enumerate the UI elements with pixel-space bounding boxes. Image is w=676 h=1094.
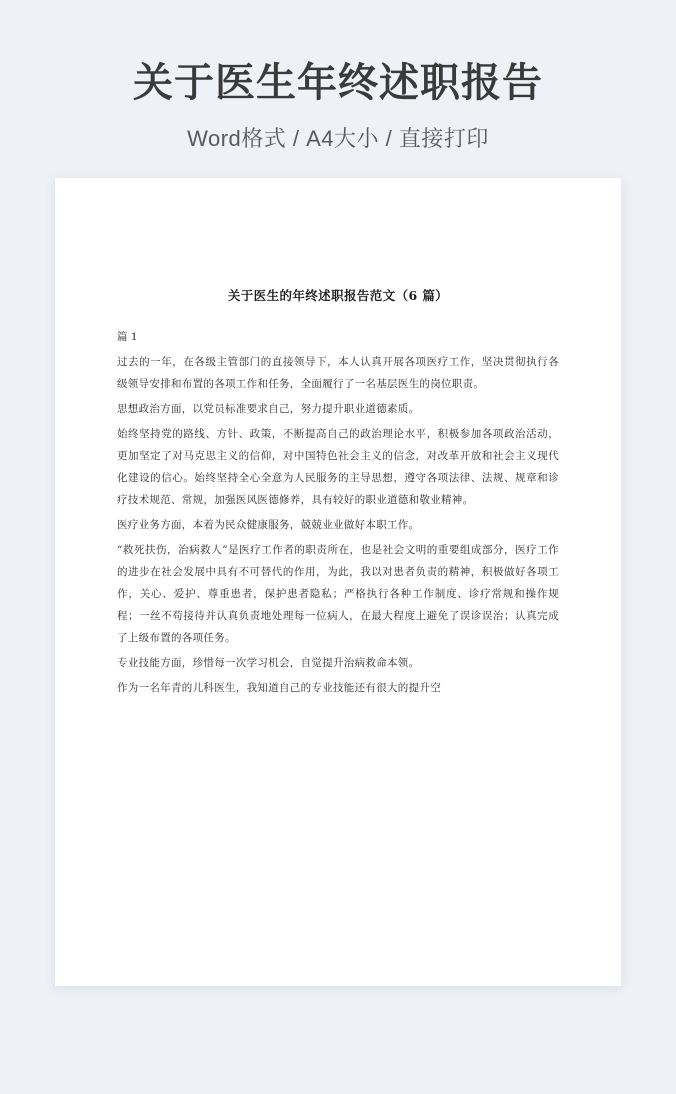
document-paragraph: 思想政治方面，以党员标准要求自己，努力提升职业道德素质。 bbox=[117, 403, 420, 415]
document-page-content bbox=[55, 286, 621, 1094]
document-title: 关于医生的年终述职报告范文（6 篇） bbox=[227, 288, 449, 303]
document-body bbox=[117, 326, 559, 699]
document-paragraph: 医疗业务方面，本着为民众健康服务，兢兢业业做好本职工作。 bbox=[117, 519, 420, 531]
document-preview-card[interactable] bbox=[55, 178, 621, 986]
document-paragraph: 专业技能方面，珍惜每一次学习机会，自觉提升治病救命本领。 bbox=[117, 657, 420, 669]
page-title: 关于医生年终述职报告 bbox=[133, 61, 543, 105]
document-paragraph: “救死扶伤，治病救人”是医疗工作者的职责所在，也是社会文明的重要组成部分，医疗工作的进步在社会发展中具有不可替代的作用，为此，我以对患者负责的精神，积极做好各项工作，关心、爱护、尊重患者，保护患者隐私；严格执行各种工作制度、诊疗常规和操作规程；一丝不苟接待并认真负责地处理每一位病人，在最大程度上避免了误诊误治；认真完成了上级布置的各项任务。 bbox=[117, 544, 559, 644]
page-header bbox=[0, 0, 676, 153]
page-subtitle: Word格式 / A4大小 / 直接打印 bbox=[187, 126, 489, 151]
document-paragraph: 始终坚持党的路线、方针、政策，不断提高自己的政治理论水平，积极参加各项政治活动，更加坚定了对马克思主义的信仰，对中国特色社会主义的信念，对改革开放和社会主义现代化建设的信心。始终坚持全心全意为人民服务的主导思想，遵守各项法律、法规、规章和诊疗技术规范、常规，加强医风医德修养，具有较好的职业道德和敬业精神。 bbox=[117, 428, 559, 506]
section-label: 篇 1 bbox=[117, 331, 138, 343]
document-paragraph: 作为一名年青的儿科医生，我知道自己的专业技能还有很大的提升空 bbox=[117, 682, 441, 694]
document-paragraph: 过去的一年，在各级主管部门的直接领导下，本人认真开展各项医疗工作，坚决贯彻执行各级领导安排和布置的各项工作和任务，全面履行了一名基层医生的岗位职责。 bbox=[117, 356, 559, 390]
